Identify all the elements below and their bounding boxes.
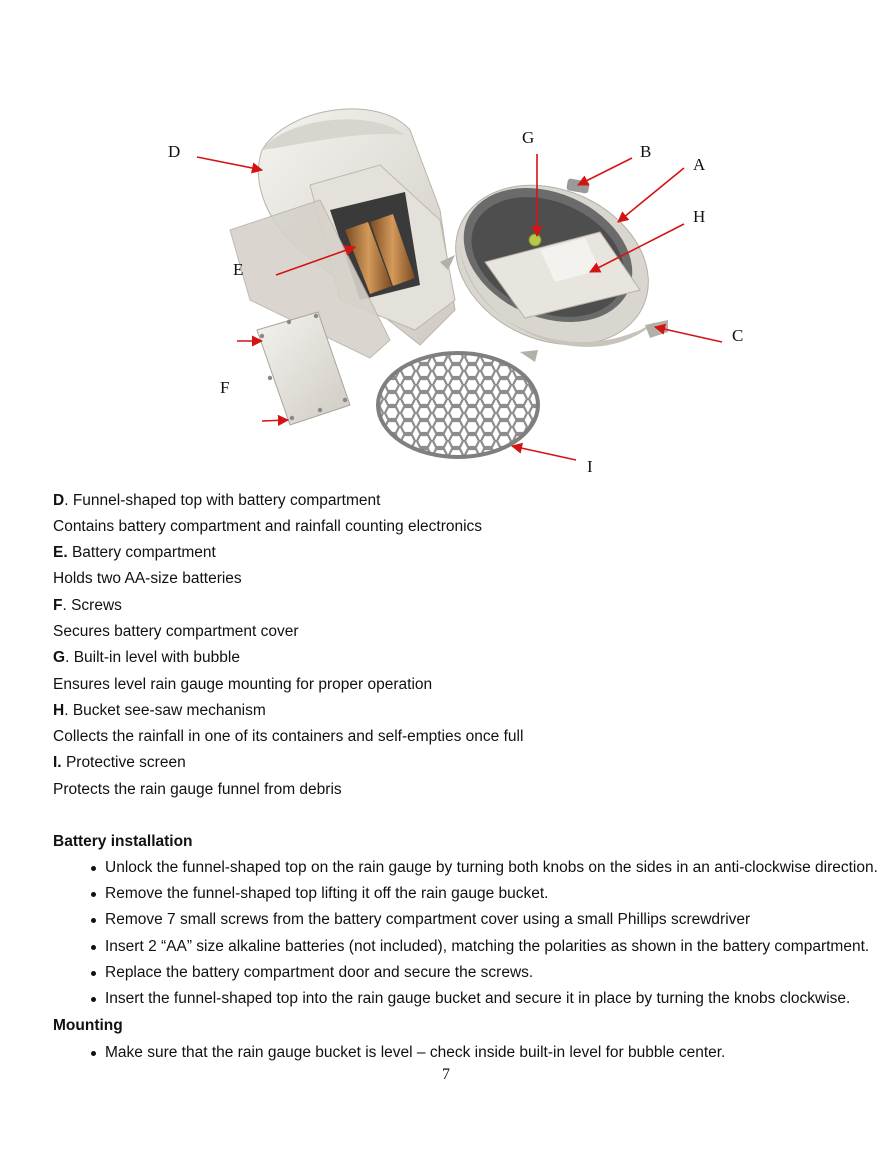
arrow-F-bottom [262, 420, 288, 421]
label-C: C [732, 326, 744, 345]
page-number: 7 [442, 1066, 450, 1083]
part-F-detail: Secures battery compartment cover [53, 623, 299, 640]
rain-gauge-parts-illustration [0, 0, 892, 485]
list-item: Insert 2 “AA” size alkaline batteries (not included), matching the polarities as shown in the battery compartment. [53, 938, 878, 964]
part-H-title: H. Bucket see-saw mechanism [53, 702, 266, 719]
label-A: A [693, 155, 706, 174]
battery-installation-steps [53, 859, 878, 1016]
bullet-icon [91, 1051, 96, 1056]
label-B: B [640, 142, 652, 161]
part-D-detail: Contains battery compartment and rainfall counting electronics [53, 518, 483, 535]
list-item: Make sure that the rain gauge bucket is level – check inside built-in level for bubble center. [53, 1044, 725, 1070]
list-item: Replace the battery compartment door and secure the screws. [53, 964, 878, 990]
label-E: E [233, 260, 244, 279]
arrow-C [655, 327, 722, 342]
part-G-detail: Ensures level rain gauge mounting for proper operation [53, 676, 433, 693]
list-item: Remove the funnel-shaped top lifting it off the rain gauge bucket. [53, 885, 878, 911]
part-I-title: I. Protective screen [53, 754, 186, 771]
list-item: Remove 7 small screws from the battery compartment cover using a small Phillips screwdriver [53, 911, 878, 937]
arrow-D [197, 157, 262, 170]
list-item: Unlock the funnel-shaped top on the rain gauge by turning both knobs on the sides in an anti-clockwise direction. [53, 859, 878, 885]
rain-gauge-bucket [430, 156, 674, 374]
label-F: F [220, 378, 230, 397]
part-D-title: D. Funnel-shaped top with battery compartment [53, 492, 381, 509]
label-H: H [693, 207, 706, 226]
bullet-icon [91, 997, 96, 1002]
bullet-icon [91, 945, 96, 950]
bullet-icon [91, 918, 96, 923]
label-D: D [168, 142, 181, 161]
part-H-detail: Collects the rainfall in one of its containers and self-empties once full [53, 728, 524, 745]
label-G: G [522, 128, 535, 147]
battery-installation-heading: Battery installation [53, 833, 193, 850]
part-I-detail: Protects the rain gauge funnel from debris [53, 781, 342, 798]
arrow-B [578, 158, 632, 185]
part-F-title: F. Screws [53, 597, 122, 614]
protective-screen [378, 353, 538, 457]
bullet-icon [91, 892, 96, 897]
mounting-heading: Mounting [53, 1017, 123, 1034]
arrow-I [512, 446, 576, 460]
funnel-top [230, 109, 455, 358]
part-E-detail: Holds two AA-size batteries [53, 570, 242, 587]
bullet-icon [91, 971, 96, 976]
label-I: I [587, 457, 593, 476]
arrow-A [618, 168, 684, 222]
bullet-icon [91, 866, 96, 871]
part-E-title: E. Battery compartment [53, 544, 216, 561]
list-item: Insert the funnel-shaped top into the rain gauge bucket and secure it in place by turning the knobs clockwise. [53, 990, 878, 1016]
part-G-title: G. Built-in level with bubble [53, 649, 240, 666]
